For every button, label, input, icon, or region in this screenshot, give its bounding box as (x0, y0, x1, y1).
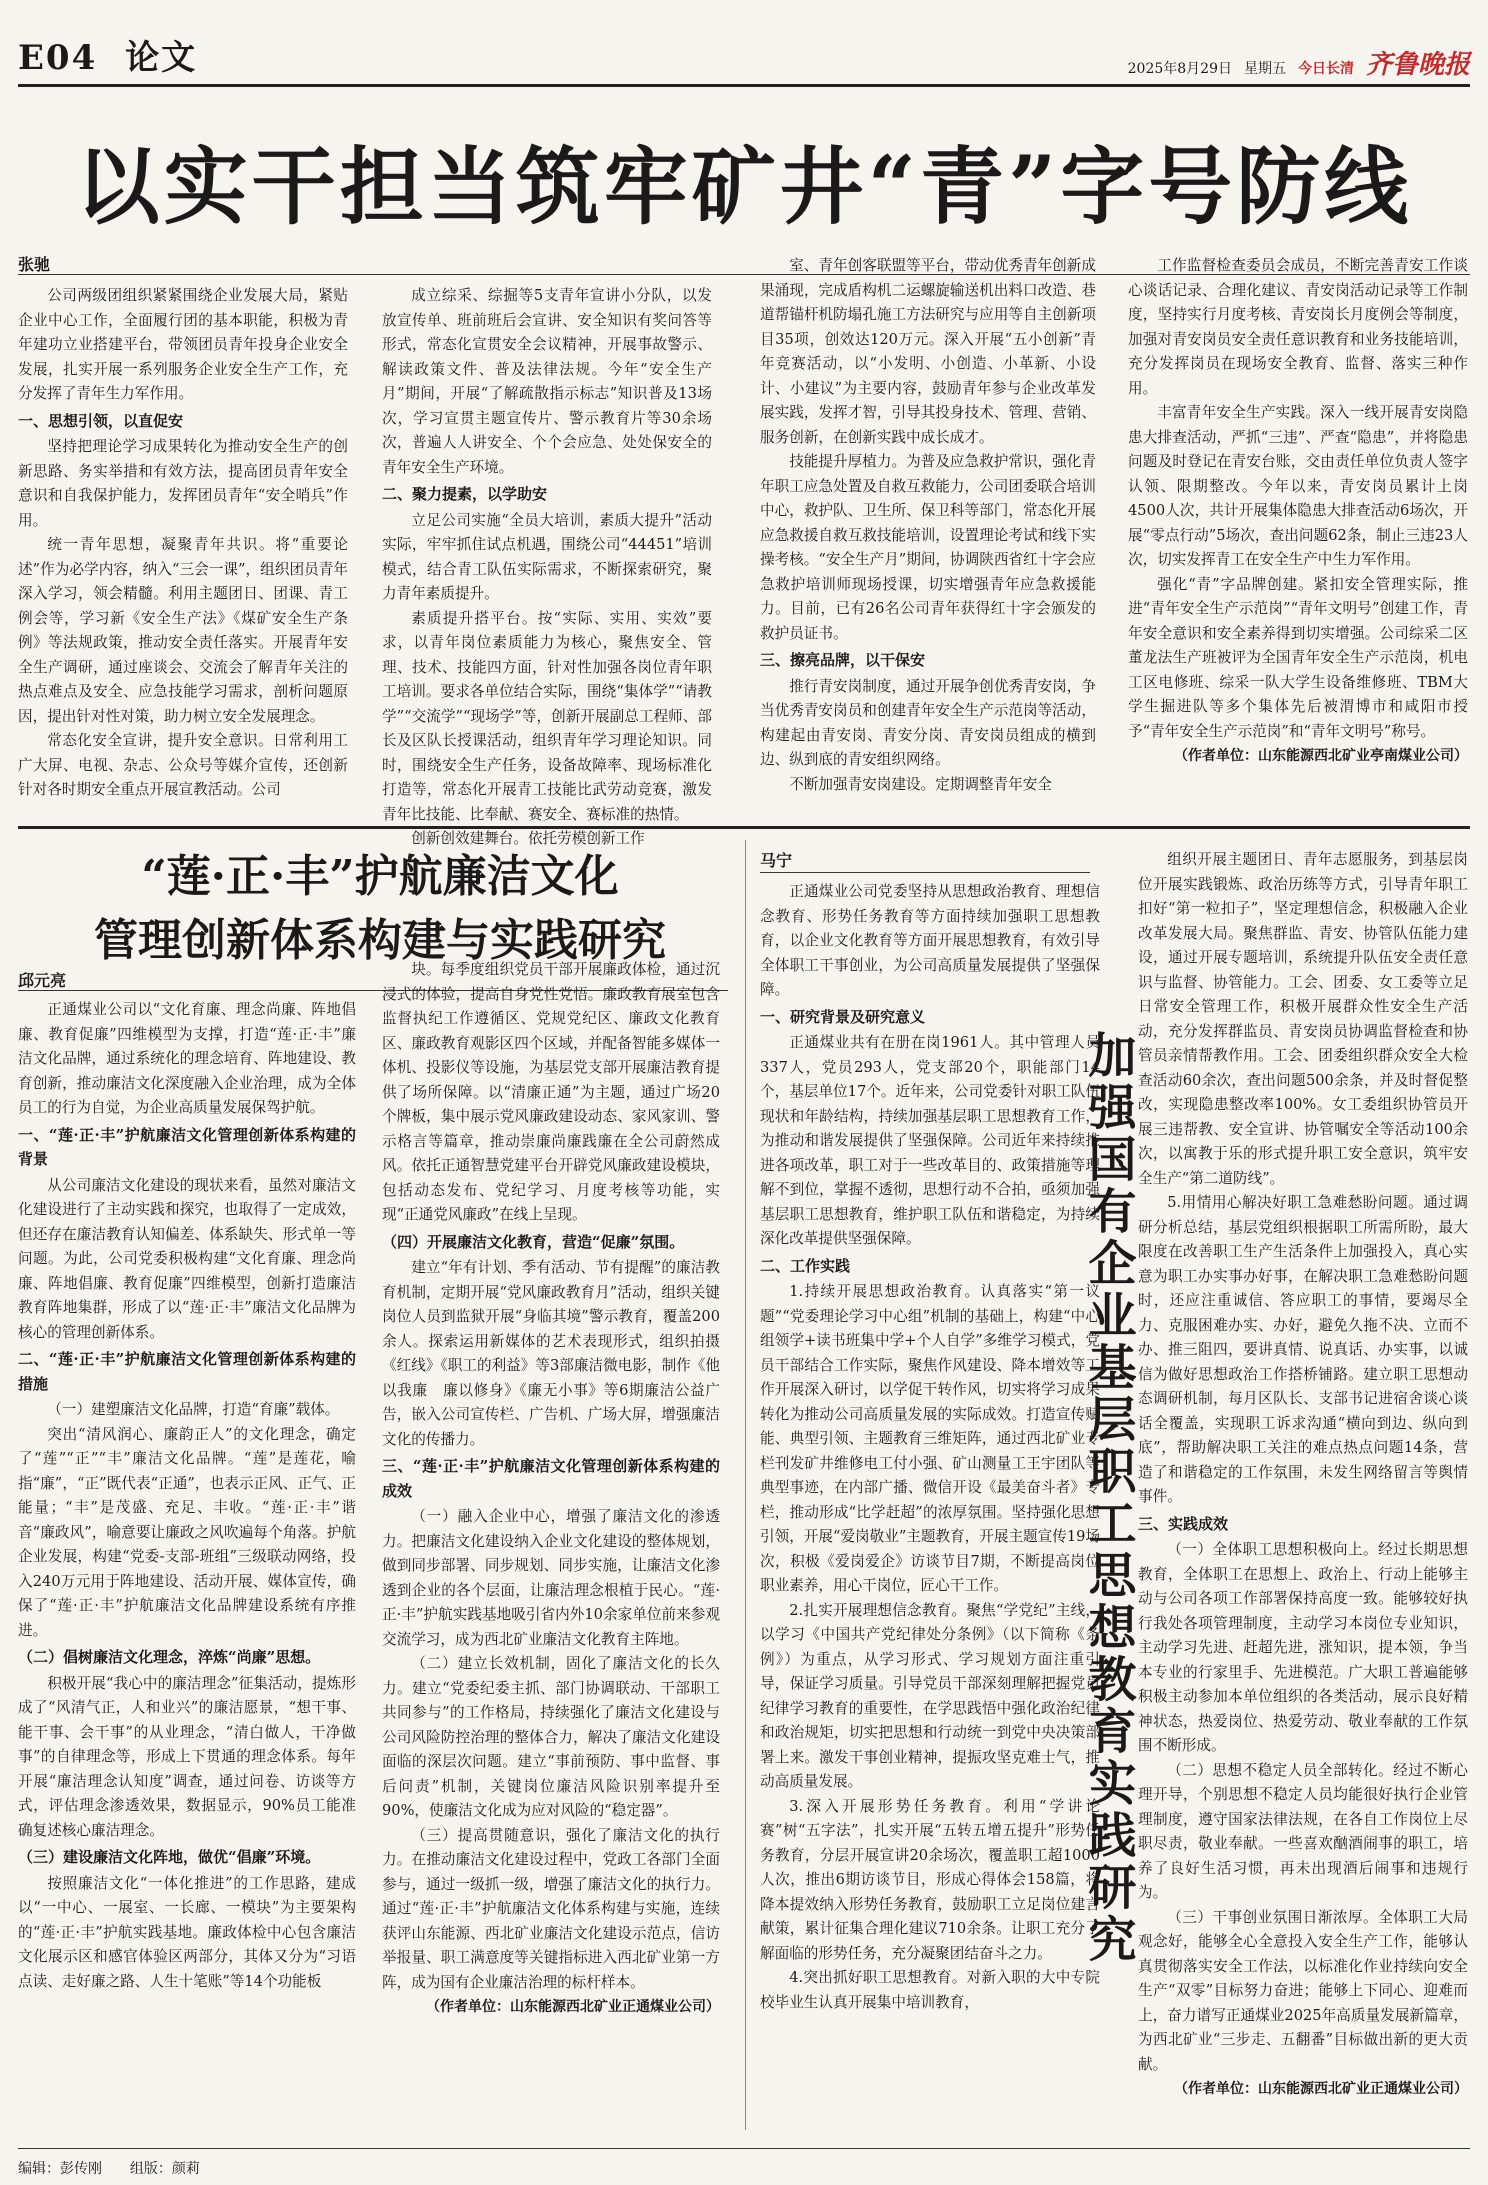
header-rule (18, 84, 1470, 87)
paragraph: 正通煤业公司以“文化育廉、理念尚廉、阵地倡廉、教育促廉”四维模型为支撑，打造“莲·正·丰”廉洁文化品牌，通过系统化的理念培育、阵地建设、教育创新，推动廉洁文化深度融入企业治理，成为全体员工的行为自觉，为企业高质量发展保驾护航。 (18, 1001, 356, 1116)
section-heading: 三、“莲·正·丰”护航廉洁文化管理创新体系构建的成效 (382, 1457, 720, 1500)
paragraph: 室、青年创客联盟等平台，带动优秀青年创新成果涌现，完成盾构机二运螺旋输送机出料口改造、巷道帮锚杆机防塌孔施工方法研究与应用等自主创新项目35项，创效达120万元。深入开展“五小创新”青年竞赛活动，以“小发明、小创造、小革新、小设计、小建议”为主要内容，鼓励青年参与企业改革发展实践，发挥才智，引导其投身技术、管理、营销、服务创新，在创新实践中成长成才。 (760, 257, 1096, 446)
article1-column-4 (1128, 254, 1468, 814)
paragraph: 统一青年思想，凝聚青年共识。将“重要论述”作为必学内容，纳入“三会一课”，组织团员青年深入学习，领会精髓。利用主题团日、团课、青工例会等，学习新《安全生产法》《煤矿安全生产条例》等法规政策，推动安全责任落实。开展青年安全生产调研，通过座谈会、交流会了解青年关注的热点难点及安全、应急技能学习需求，剖析问题原因，提出针对性对策，助力树立安全发展理念。 (18, 536, 348, 725)
article3-author: 马宁 (760, 851, 793, 870)
article2-column-1 (18, 998, 356, 2118)
paragraph: 素质提升搭平台。按“实际、实用、实效”要求，以青年岗位素质能力为核心，聚焦安全、管理、技术、技能四方面，针对性加强各岗位青年职工培训。要求各单位结合实际，围绕“集体学”“请教学”“交流学”“现场学”等，创新开展副总工程师、部长及区队长授课活动，组织青年学习理论知识。同时，围绕安全生产任务，设备故障率、现场标准化打造等，常态化开展青工技能比武劳动竞赛，激发青年比技能、比奉献、赛安全、赛标准的热情。 (382, 609, 712, 823)
section-heading: 一、研究背景及研究意义 (760, 1007, 926, 1026)
section-heading: 一、思想引领，以直促安 (18, 411, 184, 430)
section-heading: （四）开展廉洁文化教育，营造“促廉”氛围。 (382, 1232, 685, 1251)
paragraph: 推行青安岗制度，通过开展争创优秀青安岗，争当优秀青安岗员和创建青年安全生产示范岗等活动，构建起由青安岗、青安分岗、青安岗员组成的横到边、纵到底的青安组织网络。 (760, 677, 1096, 768)
article1-author: 张驰 (18, 255, 51, 274)
masthead (1128, 44, 1470, 81)
article3-column-2 (1138, 848, 1468, 2120)
section-divider (18, 826, 1470, 829)
paragraph: 正通煤业公司党委坚持从思想政治教育、理想信念教育、形势任务教育等方面持续加强职工思想教育，以企业文化教育等方面开展思想教育，有效引导全体职工干事创业，为公司高质量发展提供了坚强保障。 (760, 883, 1100, 998)
paragraph: 工作监督检查委员会成员，不断完善青安工作谈心谈话记录、合理化建议、青安岗活动记录等工作制度，坚持实行月度考核、青安岗长月度例会等制度，加强对青安岗员安全责任意识教育和业务技能培训，充分发挥岗员在现场安全教育、监督、落实三种作用。 (1128, 257, 1468, 397)
paragraph: （一）融入企业中心，增强了廉洁文化的渗透力。把廉洁文化建设纳入企业文化建设的整体规划，做到同步部署、同步规划、同步实施，让廉洁文化渗透到企业的各个层面，让廉洁理念根植于民心。“莲·正·丰”护航实践基地吸引省内外10余家单位前来参观交流学习，成为西北矿业廉洁文化教育主阵地。 (382, 1508, 720, 1648)
paragraph: 按照廉洁文化“一体化推进”的工作思路，建成以“一中心、一展室、一长廊、一模块”为主要架构的“莲·正·丰”护航实践基地。廉政体检中心包含廉洁文化展示区和感官体验区两部分，其体又分为“习语点读、走好廉之路、人生十笔账”等14个功能板 (18, 1874, 356, 1990)
article3-column-1 (760, 880, 1100, 2120)
paragraph: 从公司廉洁文化建设的现状来看，虽然对廉洁文化建设进行了主动实践和探究，也取得了一定成效，但还存在廉洁教育认知偏差、体系缺失、形式单一等问题。为此，公司党委积极构建“文化育廉、理念尚廉、阵地倡廉、教育促廉”四维模型，创新打造廉洁教育阵地集群，形成了以“莲·正·丰”廉洁文化品牌为核心的管理创新体系。 (18, 1176, 356, 1341)
paragraph: 块。每季度组织党员干部开展廉政体检，通过沉浸式的体验，提高自身党性党悟。廉政教育展室包含监督执纪工作遵循区、党规党纪区、廉政文化教育区、廉政教育观影区四个区域，并配备智能多媒体一体机、投影仪等设施，为基层党支部开展廉洁教育提供了场所保障。以“清廉正通”为主题，通过广场20个牌板，集中展示党风廉政建设动态、家风家训、警示格言等篇章，推动崇廉尚廉践廉在全公司蔚然成风。依托正通智慧党建平台开辟党风廉政建设模块，包括动态发布、党纪学习、月度考核等功能，实现“正通党风廉政”在线上呈现。 (382, 961, 720, 1223)
article2-title (60, 845, 700, 973)
section-heading: 一、“莲·正·丰”护航廉洁文化管理创新体系构建的背景 (18, 1125, 356, 1168)
page-number: E04 (18, 38, 98, 78)
paragraph: 技能提升厚植力。为普及应急救护常识，强化青年职工应急处置及自救互救能力，公司团委联合培训中心，救护队、卫生所、保卫科等部门，常态化开展应急救援自救互救技能培训，设置理论考试和线下实操考核。“安全生产月”期间，协调陕西省红十字会应急救护培训师现场授课，切实增强青年应急救援能力。目前，已有26名公司青年获得红十字会颁发的救护员证书。 (760, 453, 1096, 642)
article2-author: 邱元亮 (18, 971, 67, 990)
section-heading: 三、擦亮品牌，以干保安 (760, 651, 926, 669)
author-affiliation: （作者单位：山东能源西北矿业亭南煤业公司） (1174, 748, 1468, 764)
paragraph: （一）全体职工思想积极向上。经过长期思想教育，全体职工在思想上、政治上、行动上能够主动与公司各项工作部署保持高度一致。能够较好执行我处各项管理制度，主动学习本岗位专业知识，主动学习先进、赶超先进，涨知识，提本领，争当本专业的行家里手、先进模范。广大职工普遍能够积极主动参加本单位组织的各类活动，展示良好精神状态，热爱岗位、热爱劳动、敬业奉献的工作氛围不断形成。 (1138, 1541, 1468, 1754)
footer (18, 2158, 200, 2178)
paragraph: 3.深入开展形势任务教育。利用“学讲论赛”树“五字法”，扎实开展“五转五增五提升”形势任务教育，分层开展宣讲20余场次，覆盖职工超1000人次，推出6期访谈节目，形成心得体会158篇，将降本提效纳入形势任务教育，鼓励职工立足岗位建言献策，累计征集合理化建议710余条。让职工充分了解面临的形势任务，充分凝聚团结奋斗之力。 (760, 1797, 1100, 1962)
paragraph: 不断加强青安岗建设。定期调整青年安全 (789, 775, 1052, 793)
section-heading: 二、聚力提素，以学助安 (382, 485, 548, 503)
paragraph: 丰富青年安全生产实践。深入一线开展青安岗隐患大排查活动，严抓“三违”、严查“隐患”，并将隐患问题及时登记在青安台账，交由责任单位负责人签字认领、限期整改。今年以来，青安岗员累计上岗4500人次，共计开展集体隐患大排查活动6场次，开展“零点行动”5场次，查出问题62条，制止三违23人次，切实发挥青工在安全生产中生力军作用。 (1128, 404, 1468, 568)
editor-credit: 编辑：彭传刚 (18, 2160, 102, 2176)
paragraph: 常态化安全宣讲，提升安全意识。日常利用工广大屏、电视、杂志、公众号等媒介宣传，还创新针对各时期安全重点开展宣教活动。公司 (18, 732, 348, 798)
issue-weekday: 星期五 (1243, 61, 1286, 77)
paragraph: 积极开展“我心中的廉洁理念”征集活动，提炼形成了“风清气正，人和业兴”的廉洁愿景，“想干事、能干事、会干事”的从业理念，“清白做人，干净做事”的自律理念等，形成上下贯通的理念体系。每年开展“廉洁理念认知度”调查，通过问卷、访谈等方式，评估理念渗透效果，数据显示，90%员工能准确复述核心廉洁理念。 (18, 1674, 356, 1839)
section-name: 论文 (125, 38, 198, 78)
paragraph: 2.扎实开展理想信念教育。聚焦“学党纪”主线，以学习《中国共产党纪律处分条例》（以下简称《条例》）为重点，从学习形式、学习规划方面注重引导，保证学习质量。引导党员干部深刻理解把握党员纪律学习教育的重要性，在学思践悟中强化政治纪律和政治规矩，切实把思想和行动统一到党中央决策部署上来。激发干事创业精神，提振攻坚克难士气，推动高质量发展。 (760, 1601, 1100, 1790)
author-affiliation: （作者单位：山东能源西北矿业正通煤业公司） (1174, 2081, 1468, 2097)
section-heading: 二、工作实践 (760, 1256, 851, 1275)
article3-rule (760, 872, 1090, 873)
paragraph: （三）干事创业氛围日渐浓厚。全体职工大局观念好，能够全心全意投入安全生产工作，能够认真贯彻落实安全工作法，以标准化作业持续向安全生产“双零”目标努力奋进；能够上下同心、迎难而上，奋力谱写正通煤业2025年高质量发展新篇章，为西北矿业“三步走、五翻番”目标做出新的更大贡献。 (1138, 1908, 1468, 2073)
paragraph: （二）建立长效机制，固化了廉洁文化的长久力。建立“党委纪委主抓、部门协调联动、干部职工共同参与”的工作格局，持续强化了廉洁文化建设与公司风险防控治理的整体合力，解决了廉洁文化建设面临的深层次问题。建立“事前预防、事中监督、事后问责”机制，关键岗位廉洁风险识别率提升至90%，使廉洁文化成为应对风险的“稳定器”。 (382, 1655, 720, 1819)
section-heading: （三）建设廉洁文化阵地，做优“倡廉”环境。 (18, 1848, 321, 1866)
article1-column-2 (382, 284, 712, 847)
author-affiliation: （作者单位：山东能源西北矿业正通煤业公司） (426, 1999, 720, 2015)
paragraph: 立足公司实施“全员大培训，素质大提升”活动实际，牢牢抓住试点机遇，围绕公司“44451”培训模式，结合青工队伍实际需求，不断探索研究，聚力青年素质提升。 (382, 511, 712, 602)
article3-title: 加强国有企业基层职工思想教育实践研究 (1080, 1030, 1136, 1966)
article2-title-line1: “莲·正·丰”护航廉洁文化 (141, 851, 619, 902)
designer-credit: 组版：颜莉 (129, 2160, 200, 2176)
article1-column-3 (760, 254, 1096, 814)
paragraph: 组织开展主题团日、青年志愿服务，到基层岗位开展实践锻炼、政治历练等方式，引导青年职工扣好“第一粒扣子”，坚定理想信念，积极融入企业改革发展大局。聚焦群监、青安、协管队伍能力建设，通过开展专题培训，系统提升队伍安全责任意识与监督、协管能力。工会、团委、女工委等立足日常安全管理工作，积极开展群众性安全生产活动，充分发挥群监员、青安岗员协调监督检查和协管员亲情帮教作用。工会、团委组织群众安全大检查活动60余次，查出问题500余条，并及时督促整改，实现隐患整改率100%。女工委组织协管员开展三违帮教、安全宣讲、协管嘱安全等活动100余次，以寓教于乐的形式提升职工安全意识，筑牢安全生产“第二道防线”。 (1138, 851, 1468, 1187)
page-header-label (18, 30, 197, 79)
paragraph: 1.持续开展思想政治教育。认真落实“第一议题”“党委理论学习中心组”机制的基础上，构建“中心组领学+读书班集中学+个人自学”多维学习模式，党员干部结合工作实际，聚焦作风建设、降本增效等工作开展深入研讨，以学促干转作风，切实将学习成果转化为推动公司高质量发展的实际成效。打造宣传赋能、典型引领、主题教育三维矩阵，通过西北矿业专栏刊发矿井维修电工付小强、矿山测量工王宇团队等典型事迹，在内部广播、微信开设《最美奋斗者》专栏，推动形成“比学赶超”的浓厚氛围。坚持强化思想引领，开展“爱岗敬业”主题教育，开展主题宣传19场次，积极《爱岗爱企》访谈节目7期，不断提高岗位职业素养，用心干岗位，匠心干工作。 (760, 1283, 1100, 1594)
paragraph: 建立“年有计划、季有活动、节有提醒”的廉洁教育机制，定期开展“党风廉政教育月”活动，组织关键岗位人员到监狱开展“身临其境”警示教育，覆盖200余人。探索运用新媒体的艺术表现形式，组织拍摄《红线》《职工的利益》等3部廉洁微电影，制作《他以我廉 廉以修身》《廉无小事》等6期廉洁公益广告，嵌入公司宣传栏、广告机、广场大屏，增强廉洁文化的传播力。 (382, 1259, 720, 1448)
newspaper-logo: 齐鲁晚报 (1365, 50, 1470, 80)
article2-title-line2: 管理创新体系构建与实践研究 (94, 915, 666, 966)
section-heading: （二）倡树廉洁文化理念，淬炼“尚廉”思想。 (18, 1648, 321, 1666)
tagline: 今日长清 (1297, 61, 1354, 77)
paragraph: （一）建塑廉洁文化品牌，打造“育廉”载体。 (47, 1401, 340, 1418)
issue-date: 2025年8月29日 (1127, 61, 1232, 77)
paragraph: 4.突出抓好职工思想教育。对新入职的大中专院校毕业生认真开展集中培训教育， (760, 1969, 1100, 2011)
paragraph: 坚持把理论学习成果转化为推动安全生产的创新思路、务实举措和有效方法，提高团员青年安全意识和自我保护能力，发挥团员青年“安全哨兵”作用。 (18, 438, 348, 529)
article1-title: 以实干担当筑牢矿井“青”字号防线 (75, 137, 1413, 236)
paragraph: （二）思想不稳定人员全部转化。经过不断心理开导，个别思想不稳定人员均能很好执行企业管理制度，遵守国家法律法规，在各自工作岗位上尽职尽责，敬业奉献。一些喜欢酗酒闹事的职工，培养了良好生活习惯，再未出现酒后闹事和违规行为。 (1138, 1761, 1468, 1901)
paragraph: 正通煤业共有在册在岗1961人。其中管理人员337人，党员293人，党支部20个，职能部门14个，基层单位17个。近年来，公司党委针对职工队伍现状和年龄结构，持续加强基层职工思想教育工作，为推动和谐发展提供了坚强保障。公司近年来持续推进各项改革，职工对于一些改革目的、政策措施等理解不到位，掌握不透彻，思想行动不合拍，亟须加强基层职工思想教育，维护职工队伍和谐稳定，为持续深化改革提供坚强保障。 (760, 1034, 1100, 1247)
paragraph: 公司两级团组织紧紧围绕企业发展大局，紧贴企业中心工作，全面履行团的基本职能，积极为青年建功立业搭建平台，带领团员青年投身企业安全发展，扎实开展一系列服务企业安全生产工作，充分发挥了青年生力军作用。 (18, 287, 348, 402)
article1-column-1 (18, 284, 348, 814)
paragraph: （三）提高贯随意识，强化了廉洁文化的执行力。在推动廉洁文化建设过程中，党政工各部门全面参与，通过一级抓一级，增强了廉洁文化的执行力。通过“莲·正·丰”护航廉洁文化体系构建与实施，连续获评山东能源、西北矿业廉洁文化建设示范点，信访举报量、职工满意度等关键指标进入西北矿业第一方阵，成为国有企业廉洁治理的标杆样本。 (382, 1826, 720, 1991)
paragraph: 创新创效建舞台。依托劳模创新工作 (411, 830, 645, 847)
paragraph: 突出“清风润心、廉韵正人”的文化理念，确定了“莲”“正”“丰”廉洁文化品牌。“莲”是莲花，喻指“廉”，“正”既代表“正通”，也表示正风、正气、正能量；“丰”是茂盛、充足、丰收。“莲·正·丰”谐音“廉政风”，喻意要让廉政之风吹遍每个角落。护航企业发展，构建“党委-支部-班组”三级联动网络，投入240万元用于阵地建设、活动开展、媒体宣传，确保了“莲·正·丰”护航廉洁文化品牌建设系统有序推进。 (18, 1425, 356, 1639)
paragraph: 强化“青”字品牌创建。紧扣安全管理实际，推进“青年安全生产示范岗”“青年文明号”创建工作，青年安全意识和安全素养得到切实增强。公司综采二区董龙法生产班被评为全国青年安全生产示范岗，机电工区电修班、综采一队大学生设备维修班、TBM大学生掘进队等多个集体先后被渭博市和咸阳市授予“青年安全生产示范岗”和“青年文明号”称号。 (1128, 575, 1468, 740)
section-heading: 二、“莲·正·丰”护航廉洁文化管理创新体系构建的措施 (18, 1350, 356, 1393)
footer-rule (18, 2148, 1470, 2149)
column-divider (745, 840, 746, 2130)
paragraph: 成立综采、综掘等5支青年宣讲小分队，以发放宣传单、班前班后会宣讲、安全知识有奖问答等形式，常态化宣贯安全会议精神，开展事故警示、解读政策文件、普及法律法规。今年“安全生产月”期间，开展“了解疏散指示标志”知识普及13场次，学习宣贯主题宣传片、警示教育片等30余场次，普遍人人讲安全、个个会应急、处处保安全的青年安全生产环境。 (382, 287, 712, 476)
section-heading: 三、实践成效 (1138, 1514, 1229, 1533)
paragraph: 5.用情用心解决好职工急难愁盼问题。通过调研分析总结，基层党组织根据职工所需所盼，最大限度在改善职工生产生活条件上加强投入，真心实意为职工办实事办好事，在解决职工急难愁盼问题时，还应注重诚信、答应职工的事情，要竭尽全力、克服困难办实、办好，避免久拖不决、立而不办、推三阻四，要讲真情、说真话、办实事，以诚信为做好思想政治工作搭桥铺路。建立职工思想动态调研机制，每月区队长、支部书记进宿舍谈心谈话全覆盖，实现职工诉求沟通“横向到边、纵向到底”，帮助解决职工关注的难点热点问题14条，营造了和谐稳定的工作氛围，未发生网络留言等舆情事件。 (1138, 1194, 1468, 1505)
article2-column-2 (382, 958, 720, 2118)
